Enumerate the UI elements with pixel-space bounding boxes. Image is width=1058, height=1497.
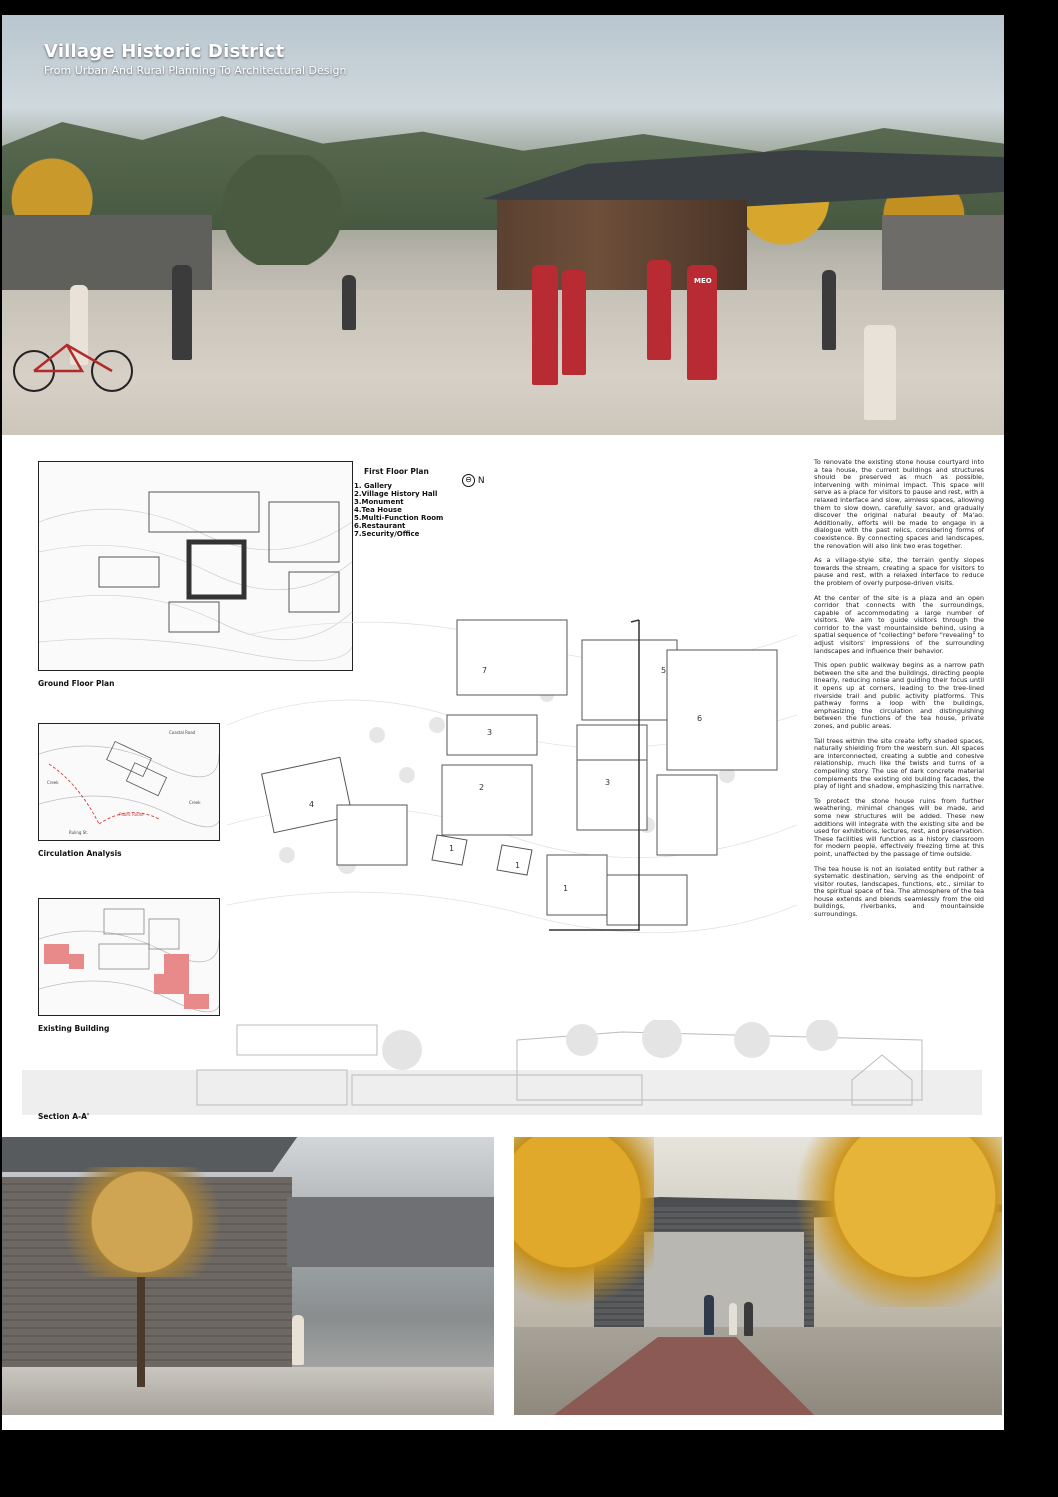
legend-list <box>354 482 464 538</box>
plan-number: 1 <box>449 844 455 853</box>
bicycle-icon <box>12 335 142 395</box>
floor-plan-legend <box>354 467 464 538</box>
description-paragraph: As a village-style site, the terrain gently slopes towards the stream, creating a space for visitors to pause and rest, with a relaxed interface to reduce the problem of overly purpose-driven visits. <box>814 556 984 587</box>
page-title: Village Historic District <box>44 41 285 62</box>
person-walker <box>744 1302 753 1336</box>
map-label: Public Route <box>119 812 144 817</box>
plan-number: 1 <box>515 861 521 870</box>
circulation-analysis <box>38 723 220 841</box>
person-cyclist <box>172 265 192 360</box>
plan-number: 5 <box>661 666 667 675</box>
concrete-wall <box>644 1232 804 1332</box>
description-paragraph: To renovate the existing stone house courtyard into a tea house, the current buildings and structures should be preserved as much as possible, intervening with minimal impact. This space will serve as a place for visitors to pause and rest, with a relaxed interface and slow, aimless spaces, allowing them to slow down, carefully savor, and gradually discover the original natural beauty of Ma'ao. Additionally, efforts will be made to engage in a dialogue with the past relics, considering forms of coexistence. By connecting spaces and landscapes, the renovation will also link two eras together. <box>814 458 984 550</box>
section-label: Section A-A' <box>38 1112 90 1121</box>
hero-render <box>2 15 1004 435</box>
tree-trunk <box>137 1277 145 1387</box>
legend-item: 1. Gallery <box>354 482 392 490</box>
description-paragraph: To protect the stone house ruins from further weathering, minimal changes will be made, and some new structures will be added. These new additions will integrate with the existing site and be used for exhibitions, lectures, rest, and preservation. These facilities will function as a history classroom for modern people, effectively freezing time at this point, unaffected by the passage of time outside. <box>814 796 984 858</box>
circulation-map <box>39 724 219 840</box>
legend-item: 6.Restaurant <box>354 522 406 530</box>
plan-number: 1 <box>563 884 569 893</box>
tea-house-render <box>514 1137 1002 1415</box>
jersey-text: MEO <box>694 277 712 285</box>
plaza-ground <box>2 290 1004 435</box>
concrete-canopy <box>287 1197 494 1267</box>
legend-item: 3.Monument <box>354 498 404 506</box>
plan-number: 7 <box>482 666 488 675</box>
legend-item: 7.Security/Office <box>354 530 420 538</box>
plan-number: 4 <box>309 800 315 809</box>
map-label: Ruling St. <box>69 830 89 835</box>
legend-item: 5.Multi-Function Room <box>354 514 444 522</box>
ginkgo-tree-right <box>784 1137 1002 1307</box>
legend-item: 4.Tea House <box>354 506 402 514</box>
section-drawing <box>22 1020 982 1115</box>
first-floor-plan <box>227 575 797 985</box>
circulation-label: Circulation Analysis <box>38 849 122 858</box>
description-text <box>814 459 984 926</box>
ground-floor-label: Ground Floor Plan <box>38 679 115 688</box>
legend-item: 2.Village History Hall <box>354 490 438 498</box>
map-label: Creek <box>189 800 201 805</box>
plan-number: 6 <box>697 714 703 723</box>
title-block <box>44 41 346 77</box>
existing-building-label: Existing Building <box>38 1024 110 1033</box>
north-label: N <box>477 476 485 486</box>
existing-building-map <box>39 899 219 1015</box>
person-walker <box>864 325 896 420</box>
courtyard-tree <box>62 1167 222 1277</box>
map-label: Coastal Road <box>169 730 196 735</box>
existing-building-plan <box>38 898 220 1016</box>
page-subtitle: From Urban And Rural Planning To Architectural Design <box>44 64 347 77</box>
north-arrow <box>462 474 485 487</box>
description-paragraph: The tea house is not an isolated entity but rather a systematic destination, serving as the endpoint of visitor routes, landscapes, functions, etc., similar to the spiritual space of tea. The atmosphere of the tea house extends and blends seamlessly from the old buildings, riverbanks, and mountainside surroundings. <box>814 864 984 919</box>
person-walker <box>342 275 356 330</box>
description-paragraph: Tall trees within the site create lofty shaded spaces, naturally shielding from the western sun. All spaces are interconnected, creating a subtle and cohesive relationship, much like the twists and turns of a compelling story. The use of dark concrete material complements the existing old building facades, the play of light and shadow, emphasizing this narrative. <box>814 736 984 791</box>
description-paragraph: This open public walkway begins as a narrow path between the site and the buildings, directing people linearly, reducing noise and guiding their focus until it opens up at corners, leading to the tree-lined riverside trail and public activity platforms. This pathway forms a loop with the buildings, emphasizing the circulation and distinguishing between the functions of the tea house, private zones, and public areas. <box>814 661 984 730</box>
ginkgo-tree-left <box>514 1137 654 1337</box>
soccer-player <box>532 265 558 385</box>
map-label: Creek <box>47 780 59 785</box>
legend-title: First Floor Plan <box>364 467 429 476</box>
soccer-player <box>562 270 586 375</box>
soccer-player <box>647 260 671 360</box>
plan-number: 3 <box>605 778 611 787</box>
north-arrow-icon: ⊖ <box>462 474 475 487</box>
person-walker <box>729 1303 737 1335</box>
plan-number: 3 <box>487 728 493 737</box>
person-walker <box>822 270 836 350</box>
paving <box>2 1367 494 1415</box>
person-walker <box>292 1315 304 1365</box>
courtyard-render <box>2 1137 494 1415</box>
description-paragraph: At the center of the site is a plaza and an open corridor that connects with the surroundings, capable of accommodating a large number of visitors. We aim to guide visitors through the corridor to the vast mountainside behind, using a spatial sequence of "collecting" before "revealing" to adjust visitors' impressions of the surrounding landscapes and influence their behavior. <box>814 593 984 655</box>
plan-number: 2 <box>479 783 485 792</box>
person-walker <box>704 1295 714 1335</box>
